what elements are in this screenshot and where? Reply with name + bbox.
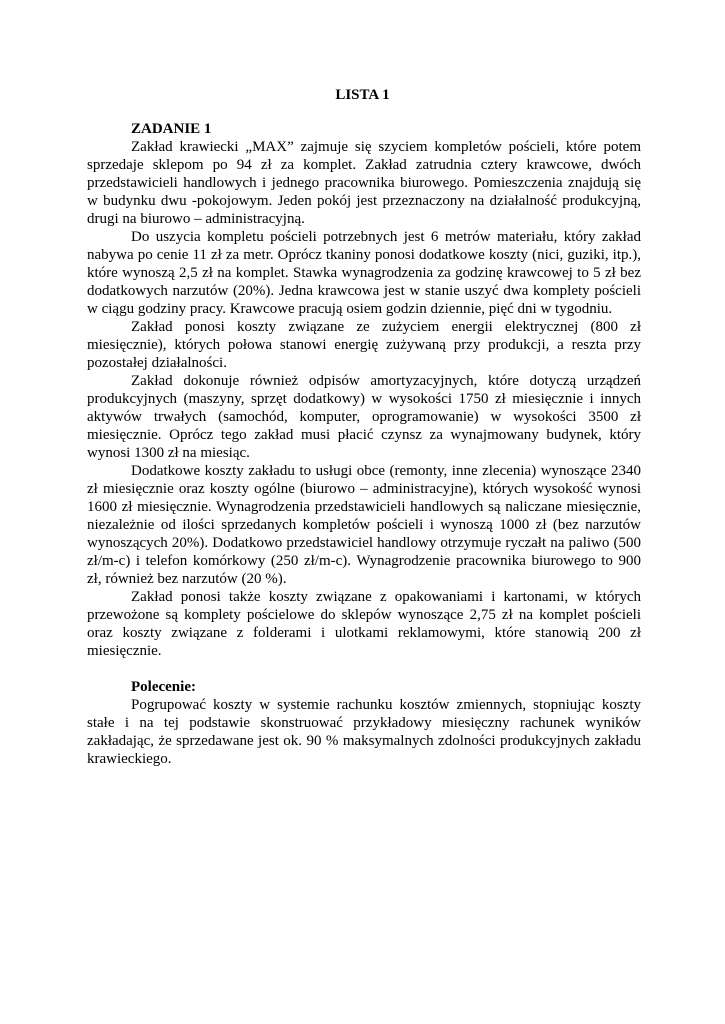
paragraph-energy: Zakład ponosi koszty związane ze zużyciem energii elektrycznej (800 zł miesięcznie), których połowa stanowi energię zużywaną przy produkcji, a reszta przy pozostałej działalności. [87,319,641,371]
paragraph-intro: Zakład krawiecki „MAX” zajmuje się szyciem kompletów pościeli, które potem sprzedaje sklepom po 94 zł za komplet. Zakład zatrudnia cztery krawcowe, dwóch przedstawicieli handlowych i jednego pracownika biurowego. Pomieszczenia znajdują się w budynku dwu -pokojowym. Jeden pokój jest przeznaczony na działalność produkcyjną, drugi na biurowo – administracyjną. [87,139,641,227]
instruction-text: Pogrupować koszty w systemie rachunku kosztów zmiennych, stopniując koszty stałe i na tej podstawie skonstruować przykładowy miesięczny rachunek wyników zakładając, że sprzedawane jest ok. 90 % maksymalnych zdolności produkcyjnych zakładu krawieckiego. [87,697,641,767]
paragraph-depreciation: Zakład dokonuje również odpisów amortyzacyjnych, które dotyczą urządzeń produkcyjnych (maszyny, sprzęt dodatkowy) w wysokości 1750 zł miesięcznie i innych aktywów trwałych (samochód, komputer, oprogramowanie) w wysokości 3500 zł miesięcznie. Oprócz tego zakład musi płacić czynsz za wynajmowany budynek, który wynosi 1300 zł na miesiąc. [87,373,641,461]
instruction-heading: Polecenie: [131,679,196,695]
paragraph-materials: Do uszycia kompletu pościeli potrzebnych jest 6 metrów materiału, który zakład nabywa po cenie 11 zł za metr. Oprócz tkaniny ponosi dodatkowe koszty (nici, guziki, itp.), które wynoszą 2,5 zł na komplet. Stawka wynagrodzenia za godzinę krawcowej to 5 zł bez dodatkowych narzutów (20%). Jedna krawcowa jest w stanie uszyć dwa komplety pościeli w ciągu godziny pracy. Krawcowe pracują osiem godzin dziennie, pięć dni w tygodniu. [87,229,641,317]
paragraph-additional-costs: Dodatkowe koszty zakładu to usługi obce (remonty, inne zlecenia) wynoszące 2340 zł miesięcznie oraz koszty ogólne (biurowo – administracyjne), których wysokość wynosi 1600 zł miesięcznie. Wynagrodzenia przedstawicieli handlowych są naliczane miesięcznie, niezależnie od ilości sprzedanych kompletów pościeli i wynoszą 1000 zł (bez narzutów wynoszących 20%). Dodatkowo przedstawiciel handlowy otrzymuje ryczałt na paliwo (500 zł/m-c) i telefon komórkowy (250 zł/m-c). Wynagrodzenie pracownika biurowego to 900 zł, również bez narzutów (20 %). [87,463,641,587]
paragraph-packaging: Zakład ponosi także koszty związane z opakowaniami i kartonami, w których przewożone są komplety pościelowe do sklepów wynoszące 2,75 zł na komplet pościeli oraz koszty związane z folderami i ulotkami reklamowymi, które stanowią 200 zł miesięcznie. [87,589,641,659]
task-heading: ZADANIE 1 [131,121,212,137]
document-title: LISTA 1 [335,87,390,103]
document-body [87,120,641,768]
section-spacer [87,660,641,678]
